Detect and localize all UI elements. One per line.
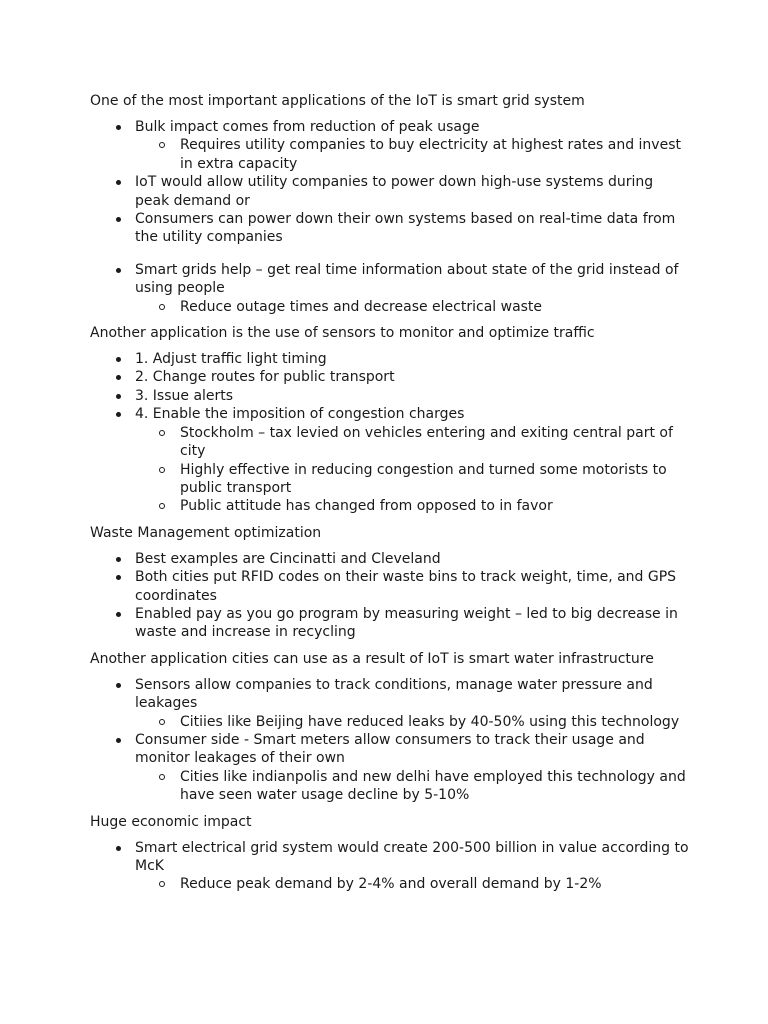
list-item — [90, 605, 690, 642]
sub-list-item: Reduce outage times and decrease electrical waste — [135, 298, 690, 316]
section-heading: Waste Management optimization — [90, 524, 322, 541]
sub-list-item: Stockholm – tax levied on vehicles entering and exiting central part of city — [135, 424, 690, 461]
section-heading: Another application cities can use as a result of IoT is smart water infrastructure — [90, 650, 654, 667]
bullet-list — [90, 676, 690, 805]
list-item — [90, 261, 690, 316]
list-item — [90, 550, 690, 568]
sub-list-item: Highly effective in reducing congestion and turned some motorists to public transport — [135, 461, 690, 498]
list-item-text: Best examples are Cincinatti and Cleveland — [135, 550, 690, 568]
list-item-text: Smart electrical grid system would create 200-500 billion in value according to McK — [135, 839, 689, 874]
section-heading: Another application is the use of sensors to monitor and optimize traffic — [90, 325, 595, 342]
document-body — [90, 91, 690, 901]
list-item — [90, 350, 690, 368]
bullet-list — [90, 118, 690, 316]
list-item — [90, 173, 690, 210]
list-item — [90, 839, 690, 894]
list-item-text: 4. Enable the imposition of congestion charges — [135, 405, 690, 423]
list-item — [90, 676, 690, 731]
bullet-list — [90, 839, 690, 894]
list-item — [90, 387, 690, 405]
sub-list-item: Citiies like Beijing have reduced leaks by 40-50% using this technology — [135, 713, 690, 731]
sub-list-item: Cities like indianpolis and new delhi have employed this technology and have seen water usage decline by 5-10% — [135, 768, 690, 805]
list-item-text: 2. Change routes for public transport — [135, 368, 690, 386]
section-heading: Huge economic impact — [90, 813, 252, 830]
list-item — [90, 210, 690, 247]
list-item-text: 3. Issue alerts — [135, 387, 690, 405]
sub-list-item: Requires utility companies to buy electricity at highest rates and invest in extra capacity — [135, 136, 690, 173]
sub-list — [135, 713, 690, 731]
list-item-text: Consumers can power down their own systems based on real-time data from the utility companies — [135, 210, 690, 247]
list-item-text: Both cities put RFID codes on their waste bins to track weight, time, and GPS coordinates — [135, 568, 690, 605]
list-item-text: IoT would allow utility companies to power down high-use systems during peak demand or — [135, 173, 690, 210]
sub-list — [135, 424, 690, 516]
bullet-list — [90, 550, 690, 642]
list-item — [90, 568, 690, 605]
list-item-text: 1. Adjust traffic light timing — [135, 350, 690, 368]
list-item-text: Sensors allow companies to track conditions, manage water pressure and leakages — [135, 676, 690, 713]
sub-list-item: Reduce peak demand by 2-4% and overall demand by 1-2% — [135, 875, 690, 893]
sub-list — [135, 136, 690, 173]
section-heading: One of the most important applications of the IoT is smart grid system — [90, 93, 585, 109]
list-item-text: Bulk impact comes from reduction of peak usage — [135, 118, 690, 136]
list-item — [90, 368, 690, 386]
sub-list-item: Public attitude has changed from opposed to in favor — [135, 497, 690, 515]
list-item — [90, 405, 690, 515]
list-item-text: Consumer side - Smart meters allow consumers to track their usage and monitor leakages of their own — [135, 731, 690, 768]
list-item — [90, 118, 690, 173]
sub-list — [135, 298, 690, 316]
sub-list — [135, 768, 690, 805]
sub-list — [135, 875, 690, 893]
bullet-list — [90, 350, 690, 516]
list-item — [90, 731, 690, 805]
list-item-text: Enabled pay as you go program by measuring weight – led to big decrease in waste and increase in recycling — [135, 605, 690, 642]
list-item-text: Smart grids help – get real time information about state of the grid instead of using people — [135, 261, 690, 298]
